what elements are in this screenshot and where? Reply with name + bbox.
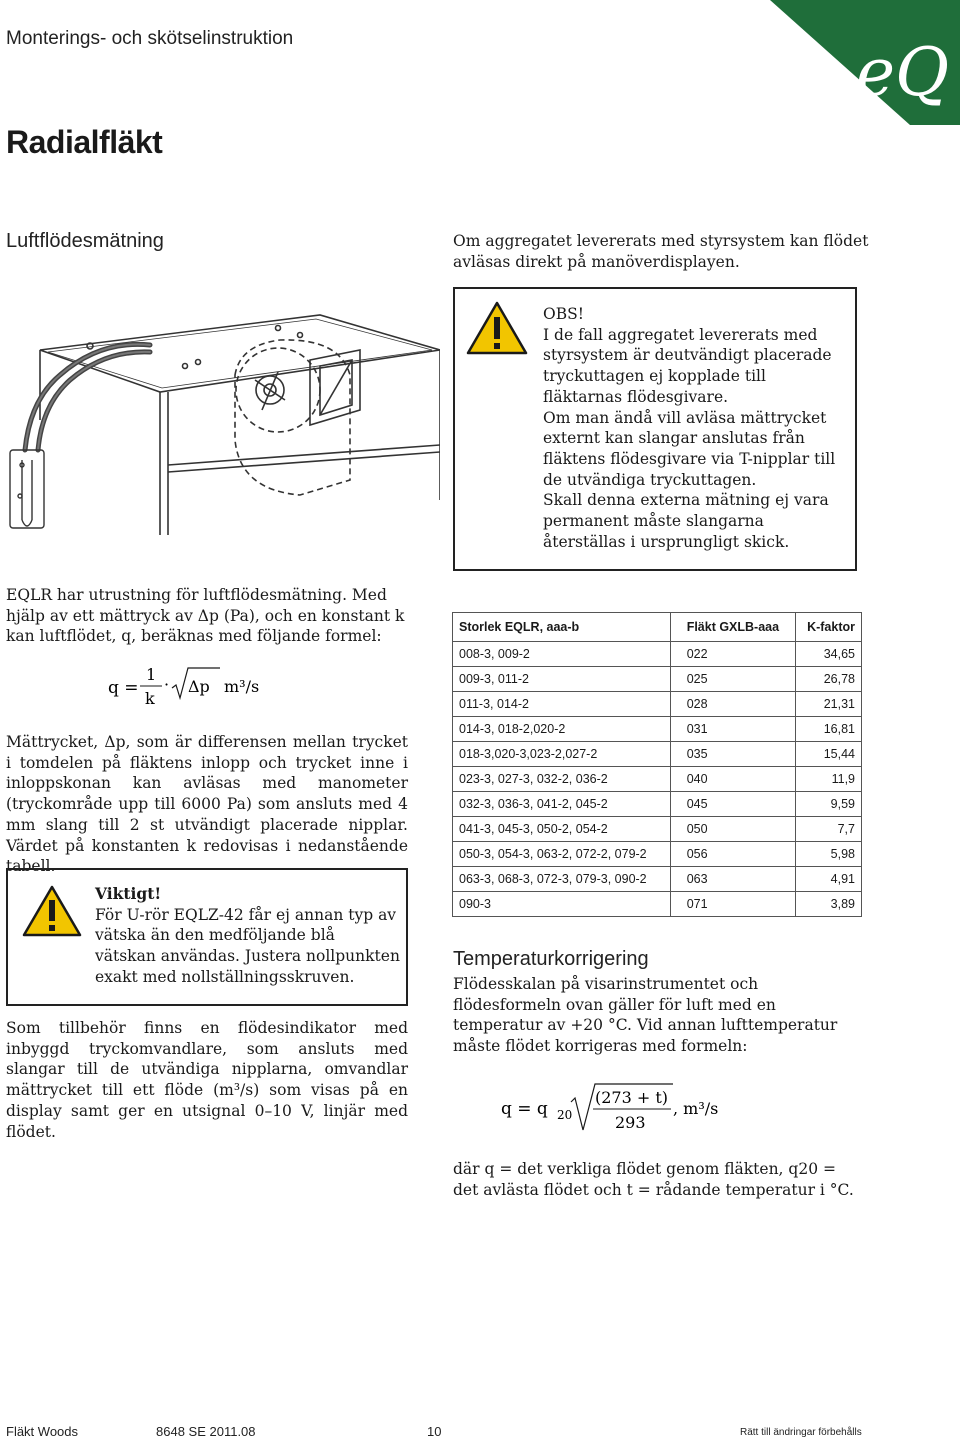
cell-size: 011-3, 014-2 [453, 692, 671, 717]
table-row [453, 867, 862, 892]
measurement-description: Mättrycket, Δp, som är differensen mellan trycket i tomdelen på fläktens inlopp och trycket inne i inloppskonan kan avläsas med manometer (tryckområde upp till 6000 Pa) som ansluts med 4 mm slang till 2 st utvändigt placerade nipplar. Värdet på konstanten k redovisas i nedanstående tabell. [6, 733, 408, 876]
footer-document-id: 8648 SE 2011.08 [156, 1424, 256, 1439]
cell-fan: 022 [670, 642, 795, 667]
table-row [453, 892, 862, 917]
column-header-fan: Fläkt GXLB-aaa [670, 613, 795, 642]
formula-lhs: q = [108, 678, 139, 698]
cell-fan: 071 [670, 892, 795, 917]
important-body: För U-rör EQLZ-42 får ej annan typ av vätska än den medföljande blå vätskan användas. Justera nollpunkten exakt med nollställningsskruven. [95, 905, 400, 986]
fan-unit-illustration [0, 300, 440, 540]
footer-company: Fläkt Woods [6, 1424, 79, 1439]
cell-k-factor: 21,31 [795, 692, 861, 717]
cell-size: 009-3, 011-2 [453, 667, 671, 692]
formula-numerator: (273 + t) [595, 1088, 669, 1107]
cell-size: 041-3, 045-3, 050-2, 054-2 [453, 817, 671, 842]
page-title: Radialfläkt [6, 124, 163, 160]
cell-fan: 063 [670, 867, 795, 892]
cell-fan: 050 [670, 817, 795, 842]
cell-k-factor: 34,65 [795, 642, 861, 667]
formula-radicand: Δp [188, 677, 210, 696]
column-header-k-factor: K-faktor [795, 613, 861, 642]
table-row [453, 667, 862, 692]
table-row [453, 692, 862, 717]
cell-k-factor: 7,7 [795, 817, 861, 842]
cell-size: 018-3,020-3,023-2,027-2 [453, 742, 671, 767]
airflow-formula [100, 660, 320, 716]
cell-size: 023-3, 027-3, 032-2, 036-2 [453, 767, 671, 792]
table-header-row [453, 613, 862, 642]
table-row [453, 717, 862, 742]
cell-k-factor: 15,44 [795, 742, 861, 767]
table-row [453, 767, 862, 792]
cell-fan: 025 [670, 667, 795, 692]
cell-k-factor: 4,91 [795, 867, 861, 892]
obs-paragraph: Skall denna externa mätning ej vara permanent måste slangarna återställas i ursprungligt skick. [543, 491, 829, 551]
obs-notice-text [543, 304, 848, 552]
intro-text: Om aggregatet levererats med styrsystem kan flödet avläsas direkt på manöverdisplayen. [453, 232, 869, 271]
cell-k-factor: 5,98 [795, 842, 861, 867]
cell-size: 063-3, 068-3, 072-3, 079-3, 090-2 [453, 867, 671, 892]
formula-denominator: 293 [615, 1113, 646, 1132]
cell-size: 008-3, 009-2 [453, 642, 671, 667]
section-title-airflow: Luftflödesmätning [6, 230, 164, 252]
obs-heading: OBS! [543, 305, 584, 323]
cell-fan: 035 [670, 742, 795, 767]
formula-explanation: där q = det verkliga flödet genom fläkten, q20 = det avlästa flödet och t = rådande temperatur i °C. [453, 1160, 854, 1199]
formula-denominator: k [145, 689, 155, 708]
cell-fan: 056 [670, 842, 795, 867]
obs-paragraph: Om man ändå vill avläsa mättrycket externt kan slangar anslutas från fläktens flödesgivare via T-nipplar till de utvändiga tryckuttagen. [543, 408, 836, 489]
cell-k-factor: 16,81 [795, 717, 861, 742]
cell-size: 014-3, 018-2,020-2 [453, 717, 671, 742]
eq-logo [760, 0, 960, 125]
formula-dot: · [164, 675, 170, 694]
cell-k-factor: 9,59 [795, 792, 861, 817]
cell-size: 032-3, 036-3, 041-2, 045-2 [453, 792, 671, 817]
column-header-size: Storlek EQLR, aaa-b [453, 613, 671, 642]
obs-paragraph: I de fall aggregatet levererats med styrsystem är deutvändigt placerade tryckuttagen ej kopplade till fläktarnas flödesgivare. [543, 325, 832, 406]
cell-fan: 040 [670, 767, 795, 792]
cell-fan: 031 [670, 717, 795, 742]
accessory-description: Som tillbehör finns en flödesindikator med inbyggd tryckomvandlare, som ansluts med slangar till de utvändiga nipplarna, omvandlar mättrycket till ett flöde (m³/s) som visas på en display samt ger en utsignal 0–10 V, linjär med flödet. [6, 1019, 408, 1141]
document-header-title: Monterings- och skötselinstruktion [6, 28, 294, 49]
cell-size: 050-3, 054-3, 063-2, 072-2, 079-2 [453, 842, 671, 867]
temperature-formula [495, 1078, 775, 1138]
table-row [453, 642, 862, 667]
footer-rights: Rätt till ändringar förbehålls [740, 1427, 862, 1438]
logo-text: eQ [856, 34, 950, 111]
cell-k-factor: 26,78 [795, 667, 861, 692]
important-heading: Viktigt! [95, 884, 162, 903]
formula-unit: m³/s [224, 677, 260, 696]
warning-icon [466, 300, 528, 356]
cell-k-factor: 3,89 [795, 892, 861, 917]
cell-fan: 045 [670, 792, 795, 817]
table-row [453, 792, 862, 817]
cell-size: 090-3 [453, 892, 671, 917]
eqlr-description: EQLR har utrustning för luftflödesmätning. Med hjälp av ett mättryck av Δp (Pa), och en konstant k kan luftflödet, q, beräknas med följande formel: [6, 586, 405, 646]
formula-numerator: 1 [146, 665, 157, 684]
cell-k-factor: 11,9 [795, 767, 861, 792]
warning-icon [22, 884, 82, 938]
footer-page-number: 10 [427, 1424, 442, 1439]
table-row [453, 817, 862, 842]
important-notice-text [95, 884, 400, 988]
formula-unit: , m³/s [673, 1099, 719, 1118]
temperature-description: Flödesskalan på visarinstrumentet och flödesformeln ovan gäller för luft med en temperatur av +20 °C. Vid annan lufttemperatur måste flödet korrigeras med formeln: [453, 975, 838, 1056]
formula-lhs: q = q [501, 1099, 548, 1119]
cell-fan: 028 [670, 692, 795, 717]
formula-subscript: 20 [557, 1108, 573, 1122]
k-factor-table [452, 612, 862, 917]
table-row [453, 742, 862, 767]
section-title-temperature: Temperaturkorrigering [453, 948, 649, 970]
table-row [453, 842, 862, 867]
